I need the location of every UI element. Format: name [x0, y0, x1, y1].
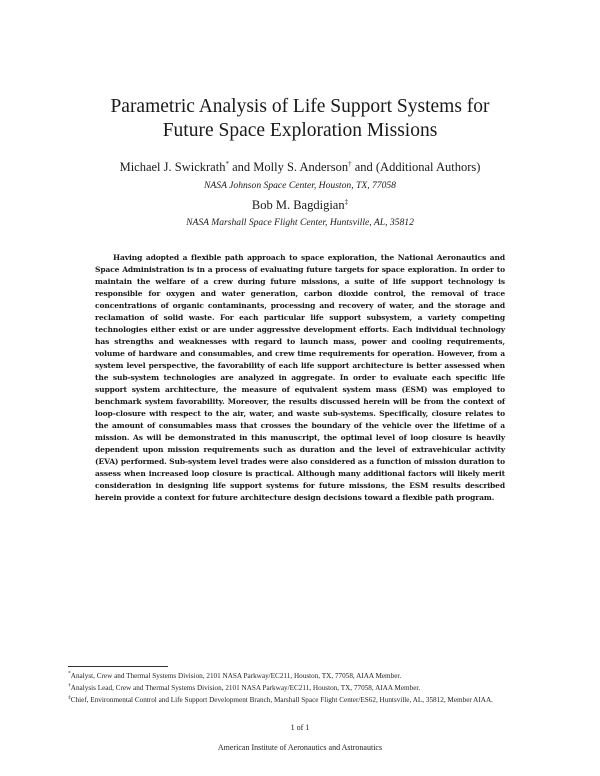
author-separator: and — [228, 160, 254, 174]
footnotes — [68, 670, 536, 706]
footnote-mark: ‡ — [68, 694, 71, 701]
footnote — [68, 682, 536, 694]
footnote-rule — [68, 666, 168, 667]
publisher-footer: American Institute of Aeronautics and Astronautics — [217, 743, 383, 752]
affiliation-2: NASA Marshall Space Flight Center, Huntsville, AL, 35812 — [186, 217, 414, 228]
author-name: Bob M. Bagdigian — [251, 198, 345, 212]
footnote-text: Chief, Environmental Control and Life Support Development Branch, Marshall Space Flight Center/ES62, Huntsville, AL, 35812, Member AIAA. — [70, 696, 493, 704]
footnote-mark: † — [68, 682, 71, 689]
footnote — [68, 670, 536, 682]
footnote-mark: ‡ — [344, 197, 349, 206]
footnote-text: Analyst, Crew and Thermal Systems Division, 2101 NASA Parkway/EC211, Houston, TX, 77058, AIAA Member. — [70, 672, 402, 680]
author-separator: and (Additional Authors) — [351, 160, 481, 174]
abstract: Having adopted a flexible path approach to space exploration, the National Aeronautics and Space Administration is in a process of evaluating future targets for space exploration. In order to maintain the welfare of a crew during future missions, a suite of life support technology is responsible for oxygen and water generation, carbon dioxide control, the removal of trace concentrations of organic contaminants, processing and recovery of water, and the storage and reclamation of solid waste. For each particular life support subsystem, a variety competing technologies either exist or are under aggressive development efforts. Each individual technology has strengths and weaknesses with regard to launch mass, power and cooling requirements, volume of hardware and consumables, and crew time requirements for operation. However, from a system level perspective, the favorability of each life support architecture is better assessed when the sub-system technologies are analyzed in aggregate. In order to evaluate each specific life support system architecture, the measure of equivalent system mass (ESM) was employed to benchmark system favorability. Moreover, the results discussed herein will be from the context of loop-closure with respect to the air, water, and waste sub-systems. Specifically, closure relates to the amount of consumables mass that crosses the boundary of the vehicle over the lifetime of a mission. As will be demonstrated in this manuscript, the optimal level of loop closure is heavily dependent upon mission requirements such as duration and the level of extravehicular activity (EVA) performed. Sub-system level trades were also considered as a function of mission duration to assess when increased loop closure is practical. Although many additional factors will likely merit consideration in designing life support systems for future missions, the ESM results described herein provide a context for future architecture design decisions toward a flexible path program. — [95, 253, 505, 502]
author-line-1 — [40, 160, 560, 175]
author-name: Molly S. Anderson — [253, 160, 349, 174]
footnote-mark: † — [348, 159, 352, 168]
author-line-2 — [40, 198, 560, 213]
footnote-text: Analysis Lead, Crew and Thermal Systems Division, 2101 NASA Parkway/EC211, Houston, TX, 77058, AIAA Member. — [70, 684, 421, 692]
affiliation-1: NASA Johnson Space Center, Houston, TX, 77058 — [204, 180, 396, 191]
footnote — [68, 694, 536, 706]
page-number: 1 of 1 — [290, 723, 310, 732]
footnote-mark: * — [68, 670, 71, 677]
title-line-1: Parametric Analysis of Life Support Systems for — [110, 96, 490, 117]
author-name: Michael J. Swickrath — [119, 160, 226, 174]
title-line-2: Future Space Exploration Missions — [162, 120, 438, 141]
footnote-mark: * — [225, 159, 229, 168]
paper-title — [40, 95, 560, 143]
